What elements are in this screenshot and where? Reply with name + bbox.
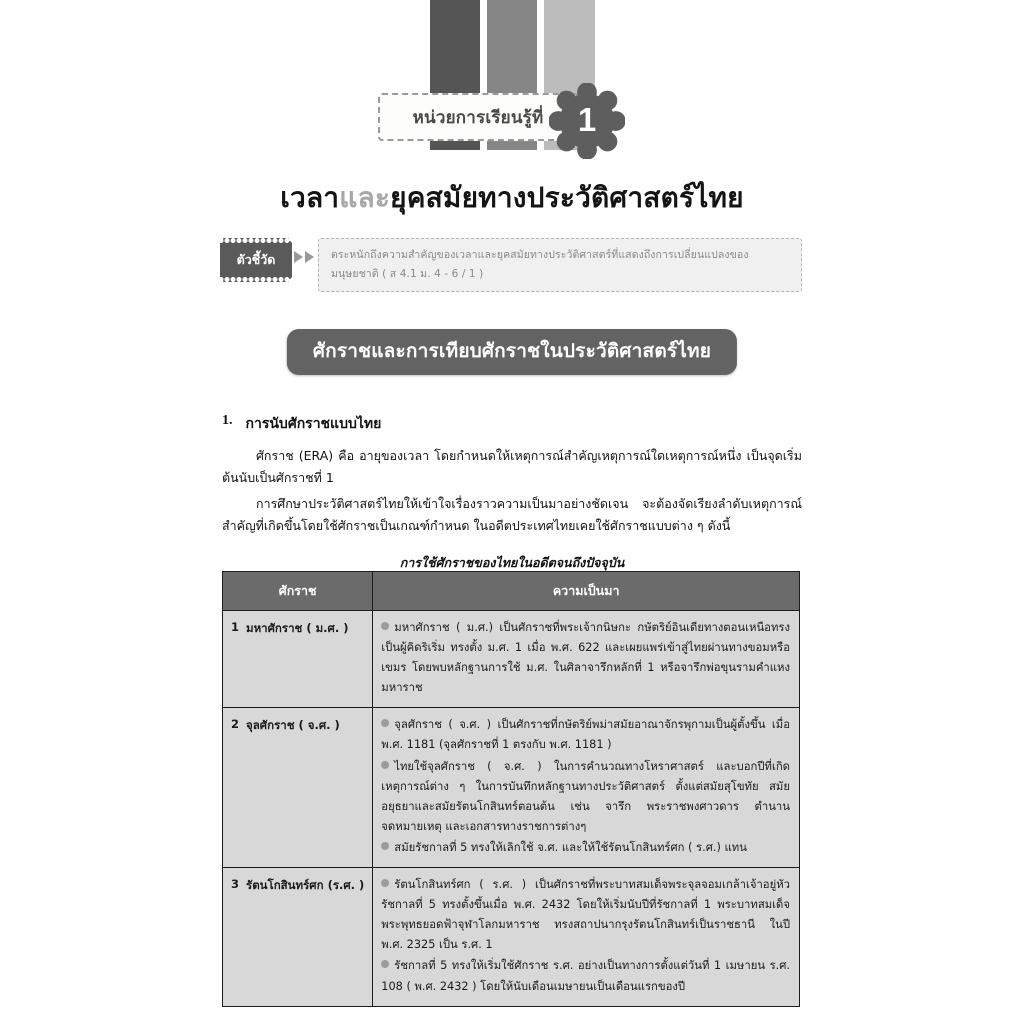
bullet-item: มหาศักราช ( ม.ศ.) เป็นศักราชที่พระเจ้ากนิษกะ กษัตริย์อินเดียทางตอนเหนือทรงเป็นผู้คิดริเริ่ม ทรงตั้ง ม.ศ. 1 เมื่อ พ.ศ. 622 และเผยแพร่เข้าสู่ไทยผ่านทางขอมหรือเขมร โดยพบหลักฐานการใช้ ม.ศ. ในศิลาจารึกหลักที่ 1 หรือจารึกพ่อขุนรามคำแหงมหาราช (381, 621, 790, 695)
cell-description (373, 708, 800, 868)
page-title-part3: ยุคสมัยทางประวัติศาสตร์ไทย (390, 181, 744, 214)
era-table (222, 571, 800, 1007)
indicator-text: ตระหนักถึงความสำคัญของเวลาและยุคสมัยทางประวัติศาสตร์ที่แสดงถึงการเปลี่ยนแปลงของมนุษยชาติ ( ส 4.1 ม. 4 - 6 / 1 ) (331, 249, 749, 281)
paragraph-era-definition: ศักราช (ERA) คือ อายุของเวลา โดยกำหนดให้เหตุการณ์สำคัญเหตุการณ์ใดเหตุการณ์หนึ่ง เป็นจุดเริ่มต้นนับเป็นศักราชที่ 1 (222, 448, 802, 485)
column-header-description: ความเป็นมา (373, 572, 800, 611)
unit-number-badge (549, 83, 625, 159)
bullet-item: ไทยใช้จุลศักราช ( จ.ศ. ) ในการคำนวณทางโหราศาสตร์ และบอกปีที่เกิดเหตุการณ์ต่าง ๆ ในการบันทึกหลักฐานทางประวัติศาสตร์ ตั้งแต่สมัยสุโขทัย สมัยอยุธยาและสมัยรัตนโกสินทร์ตอนต้น เช่น จารึก พระราชพงศาวดาร ตำนานจดหมายเหตุ และเอกสารทางราชการต่างๆ (381, 759, 790, 833)
bullet-dot-icon (381, 879, 389, 887)
indicator-arrows (294, 251, 314, 263)
bullet-item: สมัยรัชกาลที่ 5 ทรงให้เลิกใช้ จ.ศ. และให้ใช้รัตนโกสินทร์ศก ( ร.ศ.) แทน (381, 838, 790, 858)
cell-era (223, 611, 373, 708)
table-row (223, 708, 800, 868)
bullet-dot-icon (381, 842, 389, 850)
unit-ribbon (378, 93, 578, 141)
era-name: รัตนโกสินทร์ศก (ร.ศ. ) (246, 878, 365, 893)
indicator-body (318, 238, 802, 292)
bullet-dot-icon (381, 761, 389, 769)
table-row (223, 868, 800, 1007)
cell-description (373, 868, 800, 1007)
section-heading-pill: ศักราชและการเทียบศักราชในประวัติศาสตร์ไทย (287, 329, 737, 375)
triangle-right-icon (294, 251, 303, 263)
cell-era (223, 868, 373, 1007)
cell-era (223, 708, 373, 868)
cell-description (373, 611, 800, 708)
triangle-right-icon (305, 251, 314, 263)
indicator-stamp-label: ตัวชี้วัด (222, 240, 290, 280)
heading-text: การนับศักราชแบบไทย (245, 416, 382, 432)
era-index: 1 (231, 620, 240, 634)
bullet-dot-icon (381, 960, 389, 968)
column-header-era: ศักราช (223, 572, 373, 611)
table-row (223, 611, 800, 708)
bullet-item: รัชกาลที่ 5 ทรงให้เริ่มใช้ศักราช ร.ศ. อย่างเป็นทางการตั้งแต่วันที่ 1 เมษายน ร.ศ. 108 ( พ.ศ. 2432 ) โดยให้นับเดือนเมษายนเป็นเดือนแรกของปี (381, 959, 790, 993)
era-name: จุลศักราช ( จ.ศ. ) (246, 718, 340, 733)
page-title (0, 176, 1024, 220)
bullet-dot-icon (381, 622, 389, 630)
bullet-item: จุลศักราช ( จ.ศ. ) เป็นศักราชที่กษัตริย์พม่าสมัยอาณาจักรพุกามเป็นผู้ตั้งขึ้น เมื่อ พ.ศ. 1181 (จุลศักราชที่ 1 ตรงกับ พ.ศ. 1181 ) (381, 718, 790, 752)
indicator-strip (222, 238, 802, 298)
table-body (223, 611, 800, 1007)
heading-number: 1. (222, 413, 233, 428)
paragraph-history-study: การศึกษาประวัติศาสตร์ไทยให้เข้าใจเรื่องราวความเป็นมาอย่างชัดเจน จะต้องจัดเรียงลำดับเหตุการณ์สำคัญที่เกิดขึ้นโดยใช้ศักราชเป็นเกณฑ์กำหนด ในอดีตประเทศไทยเคยใช้ศักราชแบบต่าง ๆ ดังนี้ (222, 496, 802, 533)
era-index: 2 (231, 717, 240, 732)
unit-number-value: 1 (577, 101, 597, 138)
era-name: มหาศักราช ( ม.ศ. ) (246, 621, 349, 635)
table-header-row (223, 572, 800, 611)
article-content (222, 413, 802, 581)
page-title-part1: เวลา (280, 181, 340, 214)
bullet-item: รัตนโกสินทร์ศก ( ร.ศ. ) เป็นศักราชที่พระบาทสมเด็จพระจุลจอมเกล้าเจ้าอยู่หัว รัชกาลที่ 5 ทรงตั้งขึ้นเมื่อ พ.ศ. 2432 โดยให้เริ่มนับปีที่รัชกาลที่ 1 พระบาทสมเด็จพระพุทธยอดฟ้าจุฬาโลกมหาราช ทรงสถาปนากรุงรัตนโกสินทร์เป็นราชธานี ในปี พ.ศ. 2325 เป็น ร.ศ. 1 (381, 878, 790, 952)
page-title-part2: และ (339, 181, 391, 214)
era-index: 3 (231, 877, 240, 892)
unit-ribbon-label: หน่วยการเรียนรู้ที่ (412, 107, 544, 128)
bullet-dot-icon (381, 719, 389, 727)
numbered-heading (222, 413, 802, 435)
table-caption: การใช้ศักราชของไทยในอดีตจนถึงปัจจุบัน (399, 555, 625, 570)
